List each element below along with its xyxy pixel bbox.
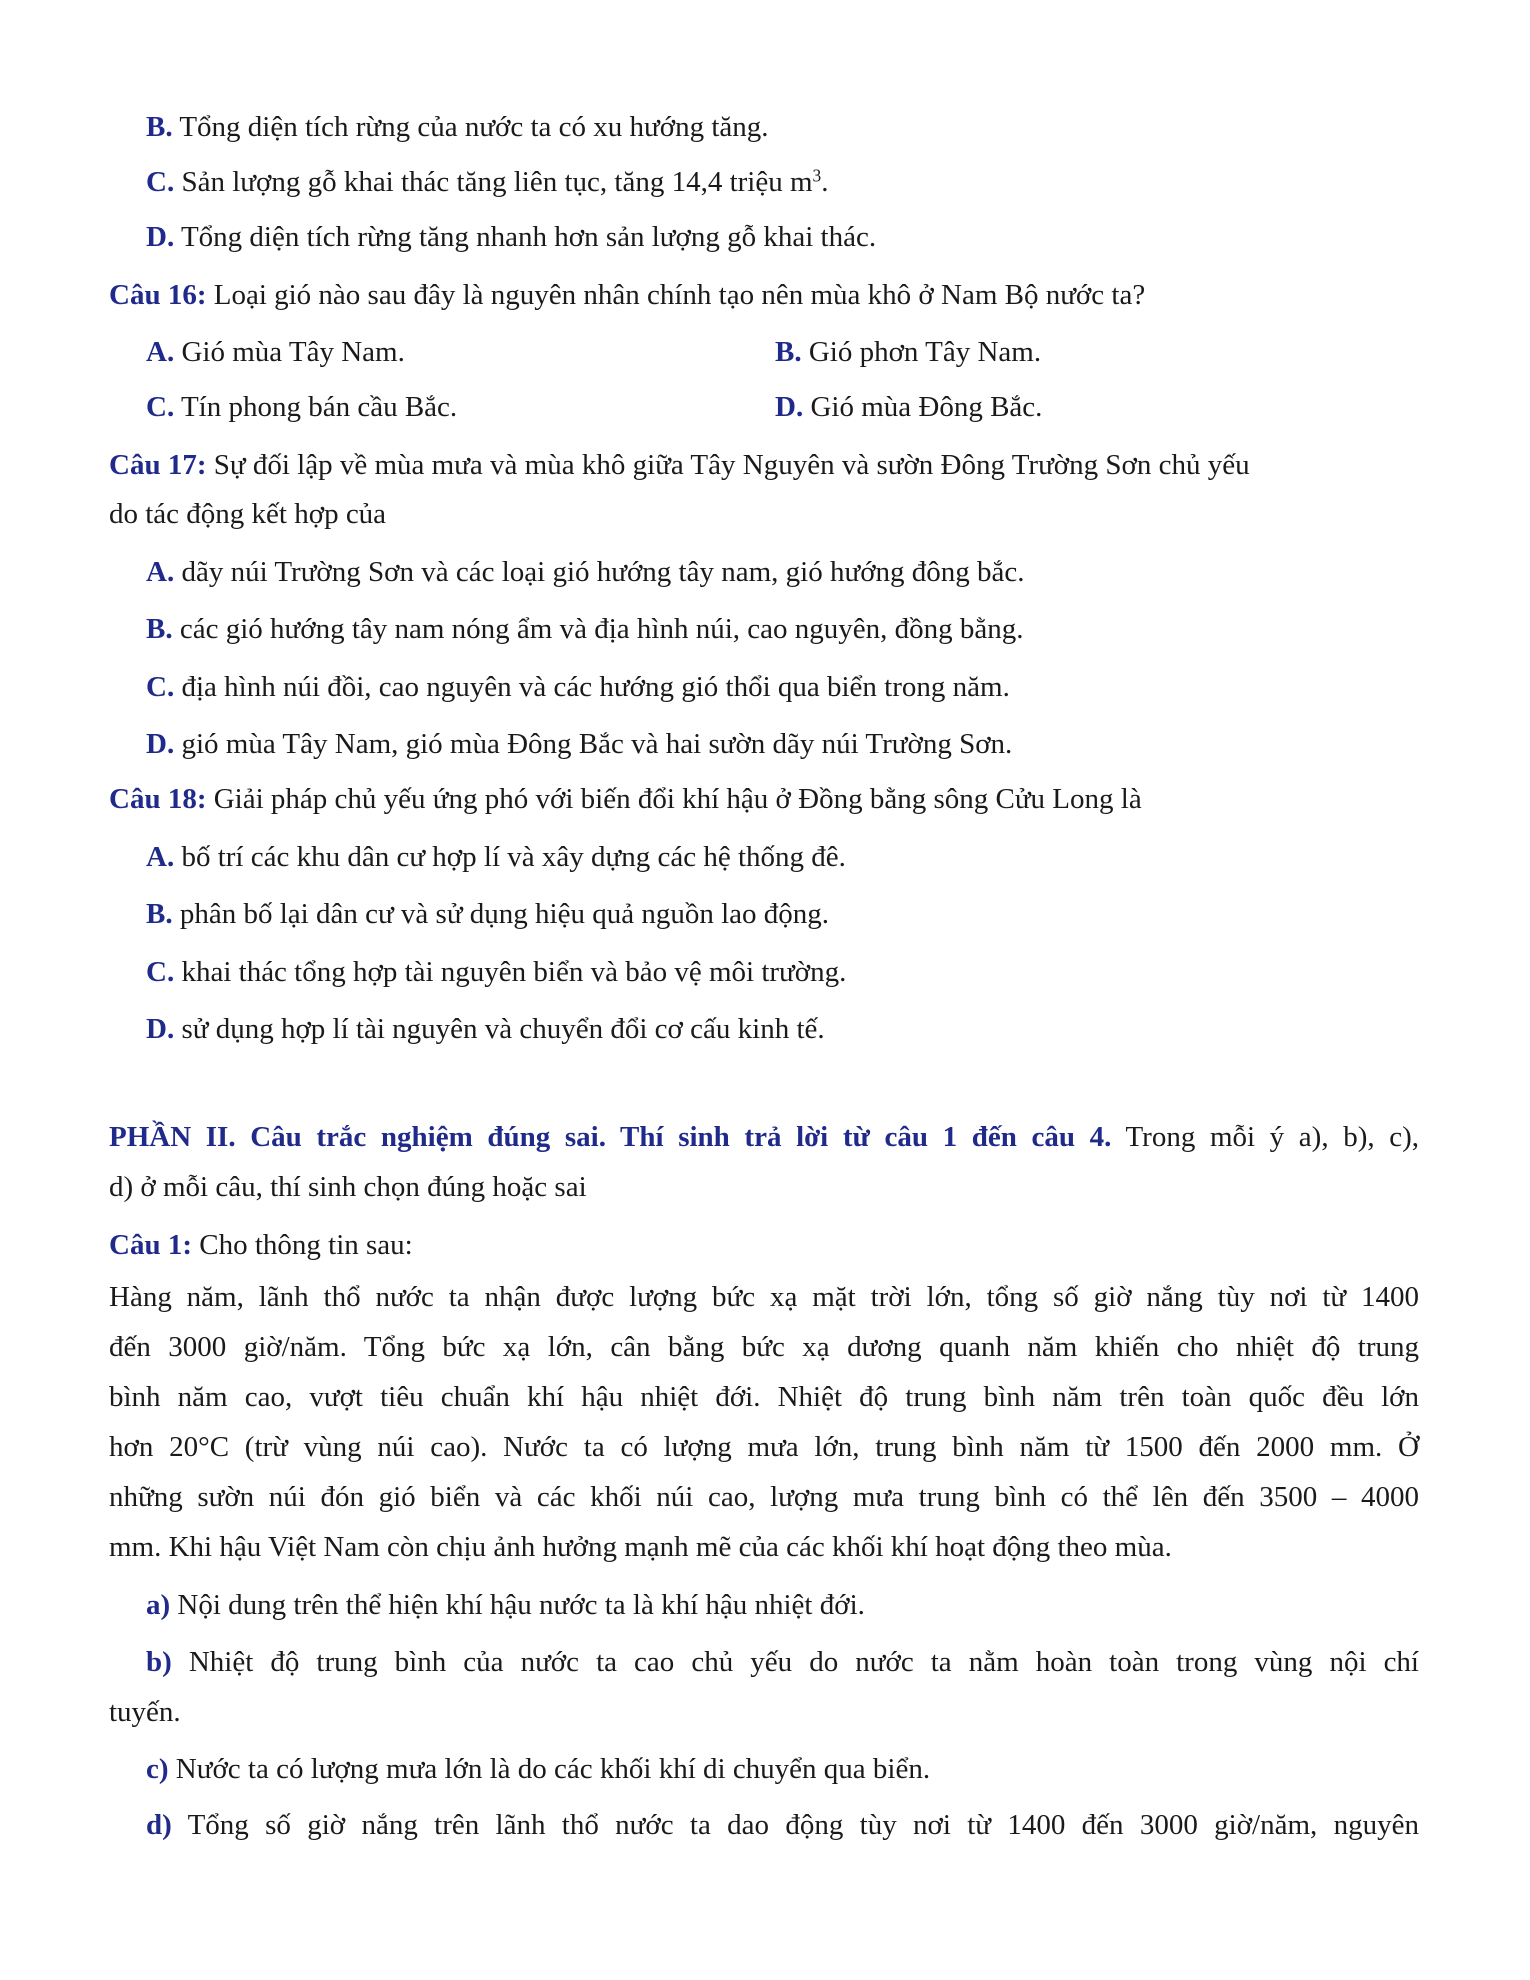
option-text: dãy núi Trường Sơn và các loại gió hướng tây nam, gió hướng đông bắc. — [181, 556, 1025, 588]
option-text: các gió hướng tây nam nóng ẩm và địa hình núi, cao nguyên, đồng bằng. — [179, 613, 1024, 645]
option-text: gió mùa Tây Nam, gió mùa Đông Bắc và hai sườn dãy núi Trường Sơn. — [181, 728, 1013, 760]
option-label: B. — [146, 898, 173, 930]
passage-line: mm. Khi hậu Việt Nam còn chịu ảnh hưởng mạnh mẽ của các khối khí hoạt động theo mùa. — [109, 1531, 1172, 1563]
question-text: Cho thông tin sau: — [199, 1229, 413, 1261]
option-label: C. — [146, 671, 175, 703]
option-label: D. — [775, 391, 804, 423]
superscript: 3 — [812, 165, 822, 186]
option-label: B. — [146, 111, 173, 143]
question-text: do tác động kết hợp của — [109, 498, 387, 530]
statement-label: d) — [146, 1809, 172, 1841]
option-label: B. — [775, 336, 802, 368]
option-text: Gió mùa Tây Nam. — [181, 336, 405, 368]
passage-line: Hàng năm, lãnh thổ nước ta nhận được lượng bức xạ mặt trời lớn, tổng số giờ nắng tùy nơi từ 1400 — [109, 1281, 1419, 1313]
section-title: PHẦN II. Câu trắc nghiệm đúng sai. Thí sinh trả lời từ câu 1 đến câu 4. — [109, 1121, 1112, 1153]
part2-question-1 — [109, 1228, 413, 1263]
option-text: phân bố lại dân cư và sử dụng hiệu quả nguồn lao động. — [179, 898, 830, 930]
question-17 — [109, 448, 1250, 483]
option-label: B. — [146, 613, 173, 645]
statement-text: Nước ta có lượng mưa lớn là do các khối khí di chuyển qua biển. — [175, 1753, 931, 1785]
passage-line: đến 3000 giờ/năm. Tổng bức xạ lớn, cân bằng bức xạ dương quanh năm khiến cho nhiệt độ trung — [109, 1331, 1419, 1363]
part2-instruction-continued — [109, 1170, 587, 1205]
statement-text: Nhiệt độ trung bình của nước ta cao chủ yếu do nước ta nằm hoàn toàn trong vùng nội chí — [188, 1646, 1419, 1678]
section-instruction: d) ở mỗi câu, thí sinh chọn đúng hoặc sai — [109, 1171, 587, 1203]
statement-b-continued — [109, 1695, 181, 1730]
option-label: C. — [146, 391, 175, 423]
section-instruction: Trong mỗi ý a), b), c), — [1125, 1121, 1419, 1153]
part2-heading — [109, 1120, 1419, 1155]
question-label: Câu 18: — [109, 783, 207, 815]
option-text: Tổng diện tích rừng tăng nhanh hơn sản lượng gỗ khai thác. — [180, 221, 877, 253]
option-label: A. — [146, 556, 175, 588]
q16-option-a — [146, 335, 405, 370]
q16-option-c — [146, 390, 457, 425]
option-label: A. — [146, 841, 175, 873]
option-text: Tín phong bán cầu Bắc. — [180, 391, 458, 423]
option-text: bố trí các khu dân cư hợp lí và xây dựng các hệ thống đê. — [181, 841, 846, 873]
q15-option-c — [146, 165, 828, 200]
question-text: Sự đối lập về mùa mưa và mùa khô giữa Tây Nguyên và sườn Đông Trường Sơn chủ yếu — [213, 449, 1250, 481]
statement-label: b) — [146, 1646, 172, 1678]
statement-text: Nội dung trên thể hiện khí hậu nước ta là khí hậu nhiệt đới. — [177, 1589, 865, 1621]
statement-label: a) — [146, 1589, 171, 1621]
question-18 — [109, 782, 1142, 817]
option-text-tail: . — [821, 166, 829, 198]
option-text: Sản lượng gỗ khai thác tăng liên tục, tăng 14,4 triệu m — [181, 166, 813, 198]
q18-option-c — [146, 955, 846, 990]
option-label: D. — [146, 1013, 175, 1045]
question-label: Câu 17: — [109, 449, 207, 481]
q17-option-d — [146, 727, 1012, 762]
option-text: Tổng diện tích rừng của nước ta có xu hướng tăng. — [179, 111, 769, 143]
statement-d — [146, 1808, 1419, 1843]
statement-label: c) — [146, 1753, 169, 1785]
passage-line: bình năm cao, vượt tiêu chuẩn khí hậu nhiệt đới. Nhiệt độ trung bình năm trên toàn quốc đều lớn — [109, 1381, 1419, 1413]
question-16 — [109, 278, 1145, 313]
option-label: C. — [146, 956, 175, 988]
option-label: D. — [146, 728, 175, 760]
q16-option-b — [775, 335, 1041, 370]
q18-option-d — [146, 1012, 825, 1047]
option-label: A. — [146, 336, 175, 368]
passage-line: những sườn núi đón gió biển và các khối núi cao, lượng mưa trung bình có thể lên đến 3500 – 4000 — [109, 1481, 1419, 1513]
question-label: Câu 1: — [109, 1229, 192, 1261]
q18-option-a — [146, 840, 846, 875]
q17-option-b — [146, 612, 1024, 647]
question-text: Loại gió nào sau đây là nguyên nhân chính tạo nên mùa khô ở Nam Bộ nước ta? — [213, 279, 1146, 311]
option-label: C. — [146, 166, 175, 198]
question-label: Câu 16: — [109, 279, 207, 311]
passage-line: hơn 20°C (trừ vùng núi cao). Nước ta có lượng mưa lớn, trung bình năm từ 1500 đến 2000 mm. Ở — [109, 1431, 1419, 1463]
option-text: Gió phơn Tây Nam. — [808, 336, 1042, 368]
option-text: Gió mùa Đông Bắc. — [810, 391, 1043, 423]
q17-option-a — [146, 555, 1025, 590]
q15-option-d — [146, 220, 876, 255]
option-text: sử dụng hợp lí tài nguyên và chuyển đổi cơ cấu kinh tế. — [181, 1013, 825, 1045]
statement-a — [146, 1588, 865, 1623]
question-17-continued — [109, 497, 386, 532]
statement-text: Tổng số giờ nắng trên lãnh thổ nước ta dao động tùy nơi từ 1400 đến 3000 giờ/năm, nguyên — [187, 1809, 1419, 1841]
statement-b — [146, 1645, 1419, 1680]
option-text: địa hình núi đồi, cao nguyên và các hướng gió thổi qua biển trong năm. — [181, 671, 1010, 703]
q17-option-c — [146, 670, 1010, 705]
question-text: Giải pháp chủ yếu ứng phó với biến đổi khí hậu ở Đồng bằng sông Cửu Long là — [213, 783, 1142, 815]
q18-option-b — [146, 897, 829, 932]
statement-text: tuyến. — [109, 1696, 181, 1728]
q16-option-d — [775, 390, 1042, 425]
option-text: khai thác tổng hợp tài nguyên biển và bảo vệ môi trường. — [181, 956, 847, 988]
option-label: D. — [146, 221, 175, 253]
statement-c — [146, 1752, 930, 1787]
q15-option-b — [146, 110, 769, 145]
